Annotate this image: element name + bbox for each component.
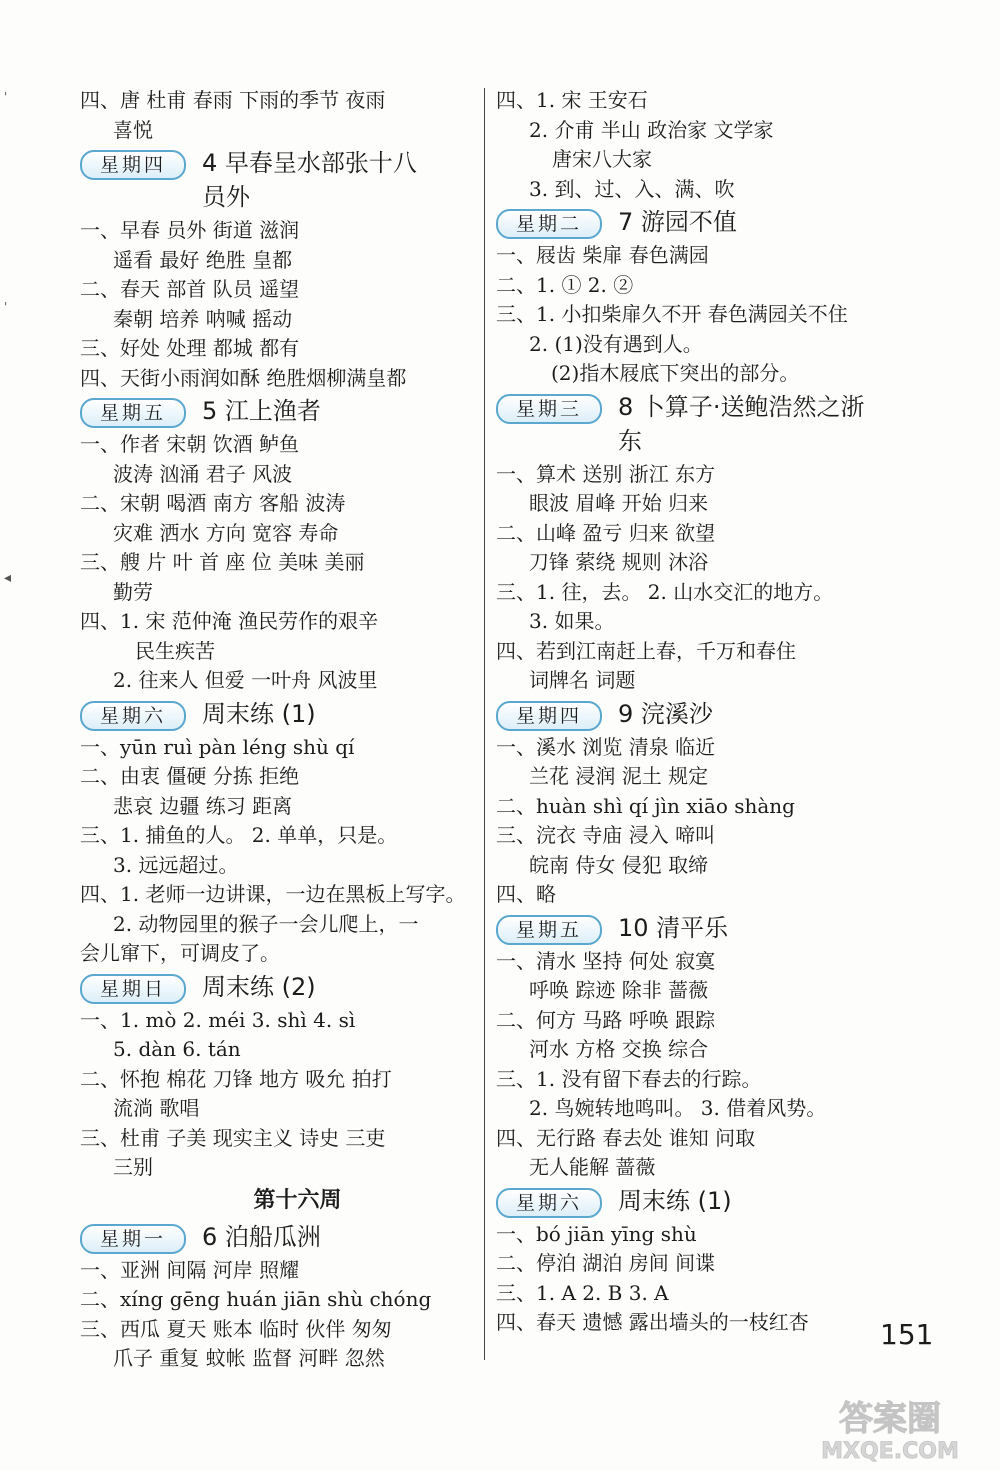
lesson-header (496, 205, 926, 239)
answer-line: 一、bó jiān yīng shù (496, 1221, 697, 1246)
margin-mark: ' (4, 300, 8, 314)
answer-line: 唐宋八大家 (552, 147, 652, 171)
answer-line: 波涛 汹涌 君子 风波 (113, 461, 293, 486)
answer-line: 三、1. 没有留下春去的行踪。 (496, 1066, 762, 1091)
page-number: 151 (880, 1318, 934, 1351)
answer-line: 勤劳 (113, 579, 153, 604)
answer-line: 3. 到、过、入、满、吹 (529, 176, 735, 201)
lesson-header (80, 1220, 475, 1254)
answer-line: 眼波 眉峰 开始 归来 (529, 491, 709, 515)
weekday-badge: 星期日 (80, 974, 186, 1004)
answer-line: 一、yūn ruì pàn léng shù qí (80, 734, 355, 759)
answer-line: 四、天街小雨润如酥 绝胜烟柳满皇都 (80, 365, 407, 390)
right-column (496, 86, 926, 1338)
answer-line: 二、xíng gēng huán jiān shù chóng (80, 1287, 432, 1311)
answer-line: 2. 介甫 半山 政治家 文学家 (529, 117, 774, 142)
answer-line: 喜悦 (113, 117, 153, 142)
lesson-title: 周末练 (2) (202, 972, 316, 1001)
lesson-header (80, 697, 475, 731)
weekday-badge: 星期四 (496, 701, 602, 731)
answer-line: 三、浣衣 寺庙 浸入 啼叫 (496, 823, 716, 847)
answer-line: 一、算术 送别 浙江 东方 (496, 461, 716, 486)
answer-line: 二、1. ① 2. ② (496, 272, 634, 297)
answer-line: 刀锋 萦绕 规则 沐浴 (529, 550, 709, 574)
answer-line: 三、1. 捕鱼的人。 2. 单单，只是。 (80, 823, 398, 847)
lesson-title: 周末练 (1) (618, 1186, 732, 1215)
weekday-badge: 星期五 (80, 398, 186, 428)
answer-line: 三别 (113, 1155, 153, 1179)
answer-line: 词牌名 词题 (529, 668, 636, 692)
answer-line: 二、山峰 盈亏 归来 欲望 (496, 520, 716, 545)
answer-line: 二、停泊 湖泊 房间 间谍 (496, 1251, 716, 1275)
answer-line: 民生疾苦 (135, 638, 215, 663)
answer-line: 2. 动物园里的猴子一会儿爬上，一 (113, 911, 419, 936)
lesson-header (496, 911, 926, 945)
answer-line: 四、1. 宋 范仲淹 渔民劳作的艰辛 (80, 609, 379, 633)
answer-line: 爪子 重复 蚊帐 监督 河畔 忽然 (113, 1346, 385, 1370)
answer-line: 一、屐齿 柴扉 春色满园 (496, 243, 709, 267)
answer-line: 二、春天 部首 队员 遥望 (80, 277, 300, 301)
answer-line: 四、若到江南赶上春，千万和春住 (496, 638, 796, 663)
weekday-badge: 星期三 (496, 394, 602, 424)
answer-line: 2. 鸟婉转地鸣叫。 3. 借着风势。 (529, 1096, 827, 1120)
answer-line: 四、春天 遗憾 露出墙头的一枝红杏 (496, 1310, 809, 1334)
answer-line: 二、huàn shì qí jìn xiāo shàng (496, 793, 795, 818)
answer-line: 二、由衷 僵硬 分拣 拒绝 (80, 764, 300, 788)
weekday-badge: 星期四 (80, 150, 186, 180)
answer-line: 一、作者 宋朝 饮酒 鲈鱼 (80, 432, 300, 456)
answer-line: 四、略 (496, 882, 556, 906)
lesson-header (80, 970, 475, 1004)
weekday-badge: 星期六 (496, 1188, 602, 1218)
lesson-title: 9 浣溪沙 (618, 699, 713, 728)
weekday-badge: 星期二 (496, 209, 602, 239)
watermark-url: MXQE.COM (821, 1439, 959, 1464)
answer-line: 会儿窜下，可调皮了。 (80, 941, 280, 965)
answer-line: 三、好处 处理 都城 都有 (80, 336, 300, 360)
answer-line: 3. 如果。 (529, 609, 615, 633)
lesson-header (80, 146, 475, 214)
answer-line: 遥看 最好 绝胜 皇都 (113, 247, 293, 272)
answer-line: 兰花 浸润 泥土 规定 (529, 764, 709, 788)
column-divider (484, 88, 485, 1360)
answer-line: 3. 远远超过。 (113, 852, 239, 877)
answer-line: 一、溪水 浏览 清泉 临近 (496, 734, 716, 759)
answer-line: 秦朝 培养 呐喊 摇动 (113, 306, 293, 331)
watermark-text: 答案圈 (839, 1399, 941, 1439)
lesson-header (496, 697, 926, 731)
lesson-title: 4 早春呈水部张十八员外 (202, 149, 417, 211)
answer-line: 2. 往来人 但爱 一叶舟 风波里 (113, 668, 378, 692)
answer-line: 四、唐 杜甫 春雨 下雨的季节 夜雨 (80, 88, 386, 112)
answer-line: 三、西瓜 夏天 账本 临时 伙伴 匆匆 (80, 1316, 392, 1341)
lesson-header (80, 394, 475, 428)
left-column (80, 86, 475, 1374)
answer-line: 一、清水 坚持 何处 寂寞 (496, 948, 716, 973)
answer-line: 河水 方格 交换 综合 (529, 1037, 709, 1061)
answer-line: 灾难 洒水 方向 宽容 寿命 (113, 520, 339, 545)
lesson-title: 10 清平乐 (618, 913, 729, 942)
answer-line: 5. dàn 6. tán (113, 1037, 241, 1061)
lesson-title: 周末练 (1) (202, 699, 316, 728)
answer-line: 三、1. A 2. B 3. A (496, 1280, 669, 1305)
answer-line: 三、1. 往，去。 2. 山水交汇的地方。 (496, 579, 834, 604)
answer-line: 一、亚洲 间隔 河岸 照耀 (80, 1257, 300, 1282)
answer-line: 四、1. 老师一边讲课，一边在黑板上写字。 (80, 882, 466, 906)
margin-mark: ◂ (4, 570, 12, 586)
answer-line: 四、无行路 春去处 谁知 问取 (496, 1125, 756, 1150)
answer-line: 三、艘 片 叶 首 座 位 美味 美丽 (80, 550, 365, 574)
answer-line: 流淌 歌唱 (113, 1096, 200, 1120)
answer-line: 二、宋朝 喝酒 南方 客船 波涛 (80, 491, 346, 515)
answer-line: 2. (1)没有遇到人。 (529, 331, 703, 356)
answer-line: 三、1. 小扣柴扉久不开 春色满园关不住 (496, 302, 848, 326)
week-heading: 第十六周 (253, 1187, 342, 1213)
answer-line: 一、早春 员外 街道 滋润 (80, 218, 300, 242)
margin-mark: ' (4, 90, 8, 104)
answer-line: 二、怀抱 棉花 刀锋 地方 吸允 拍打 (80, 1066, 392, 1091)
answer-line: 皖南 侍女 侵犯 取缔 (529, 852, 709, 877)
lesson-title: 5 江上渔者 (202, 397, 321, 425)
answer-line: (2)指木屐底下突出的部分。 (551, 361, 800, 385)
answer-line: 悲哀 边疆 练习 距离 (113, 793, 293, 818)
lesson-header (496, 390, 926, 458)
lesson-header (496, 1184, 926, 1218)
lesson-title: 6 泊船瓜洲 (202, 1222, 321, 1251)
lesson-title: 8 卜算子·送鲍浩然之浙东 (618, 392, 865, 455)
answer-line: 无人能解 蔷薇 (529, 1155, 656, 1179)
answer-line: 三、杜甫 子美 现实主义 诗史 三吏 (80, 1125, 386, 1150)
watermark-logo (800, 1390, 980, 1465)
answer-line: 二、何方 马路 呼唤 跟踪 (496, 1007, 716, 1032)
answer-line: 四、1. 宋 王安石 (496, 88, 648, 112)
answer-line: 呼唤 踪迹 除非 蔷薇 (529, 978, 709, 1002)
weekday-badge: 星期六 (80, 701, 186, 731)
lesson-title: 7 游园不值 (618, 208, 737, 236)
weekday-badge: 星期一 (80, 1224, 186, 1254)
answer-line: 一、1. mò 2. méi 3. shì 4. sì (80, 1007, 356, 1032)
weekday-badge: 星期五 (496, 915, 602, 945)
